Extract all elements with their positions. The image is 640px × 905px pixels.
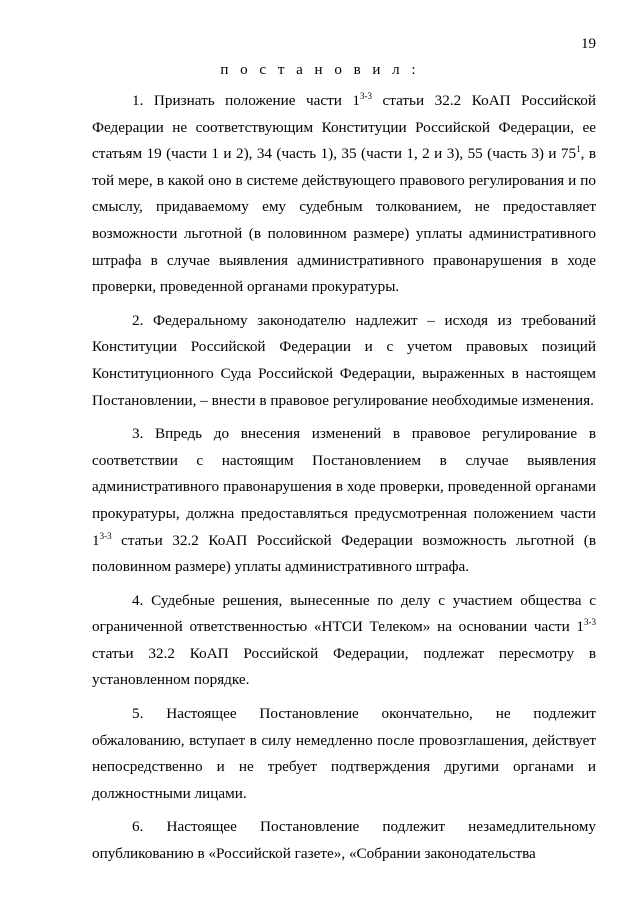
- paragraph-1: 1. Признать положение части 1$^{3-3}$ статьи 32.2 КоАП Российской Федерации не соответствующим Конституции Российской Федерации, ее статьям 19 (части 1 и 2), 34 (часть 1), 35 (части 1, 2 и 3), 55 (часть 3) и $75^1$, в той мере, в какой оно в системе действующего правового регулирования и по смыслу, придаваемому ему судебным толкованием, не предоставляет возможности льготной (в половинном размере) уплаты административного штрафа в случае выявления административного правонарушения в ходе проверки, проведенной органами прокуратуры.: [92, 91, 597, 296]
- document-body: [92, 88, 596, 875]
- paragraph-4: 4. Судебные решения, вынесенные по делу с участием общества с ограниченной ответственностью «НТСИ Телеком» на основании части 1$^{3-3}$ статьи 32.2 КоАП Российской Федерации, подлежат пересмотру в установленном порядке.: [92, 591, 596, 689]
- paragraph-3: 3. Впредь до внесения изменений в правовое регулирование в соответствии с настоящим Постановлением в случае выявления административного правонарушения в ходе проверки, проведенной органами прокуратуры, должна предоставляться предусмотренная положением части 1$^{3-3}$ статьи 32.2 КоАП Российской Федерации возможность льготной (в половинном размере) уплаты административного штрафа.: [92, 425, 596, 576]
- resolution-heading: п о с т а н о в и л :: [220, 62, 420, 78]
- paragraph-5: 5. Настоящее Постановление окончательно, не подлежит обжалованию, вступает в силу немедленно после провозглашения, действует непосредственно и не требует подтверждения другими органами и должностными лицами.: [92, 705, 596, 802]
- paragraph-6: 6. Настоящее Постановление подлежит незамедлительному опубликованию в «Российской газете», «Собрании законодательства: [92, 818, 596, 863]
- page-number: 19: [581, 36, 596, 52]
- paragraph-2: 2. Федеральному законодателю надлежит – исходя из требований Конституции Российской Федерации и с учетом правовых позиций Конституционного Суда Российской Федерации, выраженных в настоящем Постановлении, – внести в правовое регулирование необходимые изменения.: [92, 311, 596, 409]
